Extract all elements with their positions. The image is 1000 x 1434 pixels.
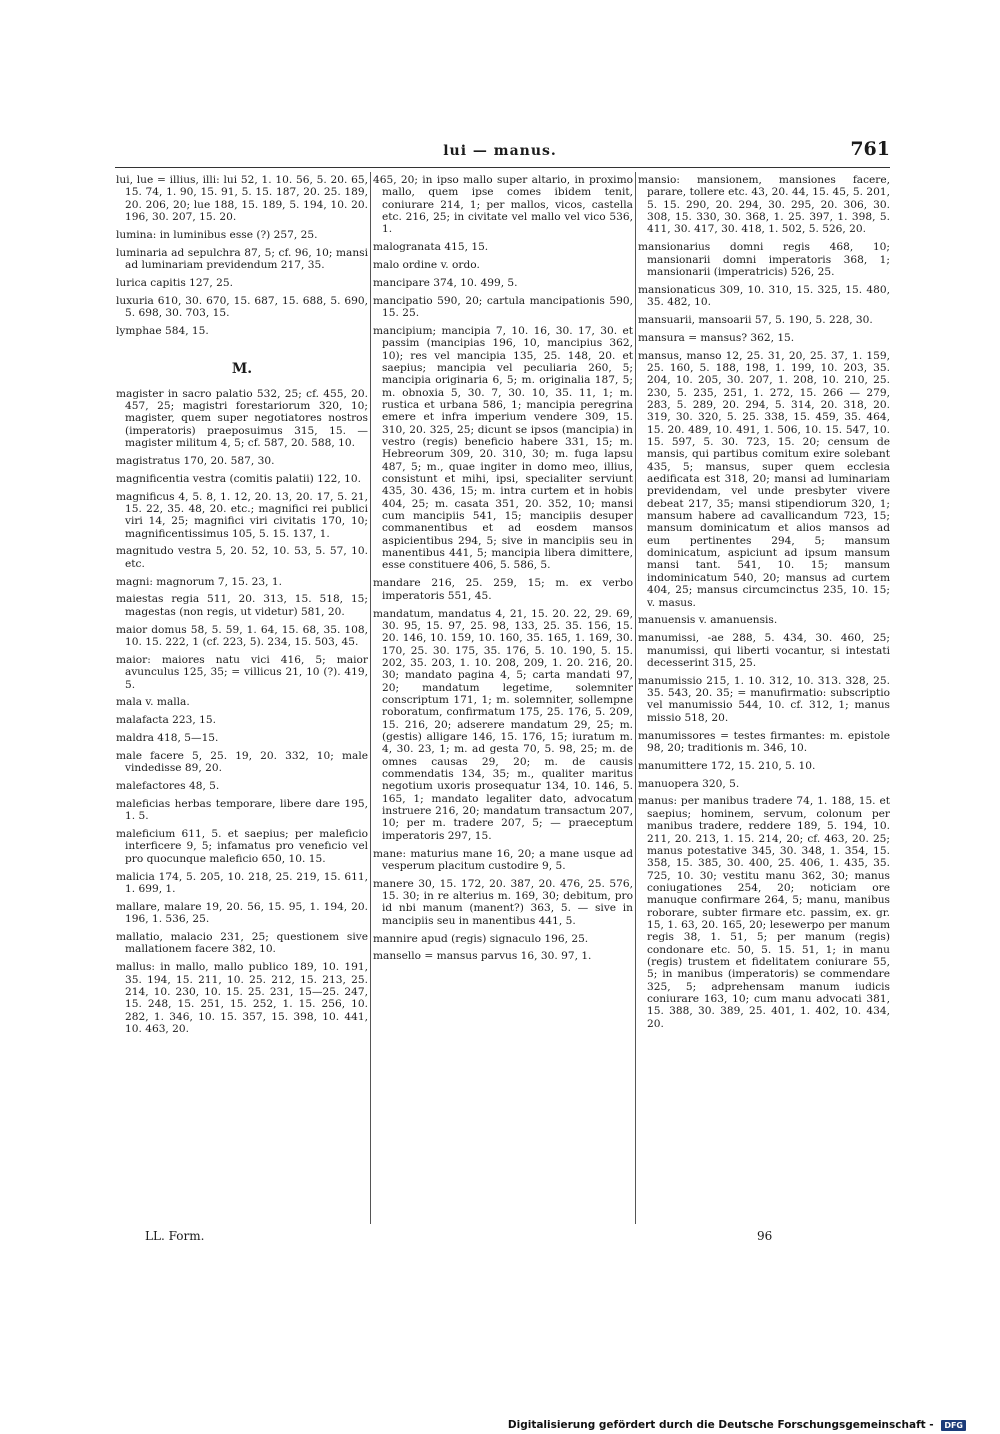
glossary-entry: mancipare 374, 10. 499, 5. — [373, 276, 518, 289]
glossary-entry: mannire apud (regis) signaculo 196, 25. — [373, 932, 589, 945]
glossary-entry: male facere 5, 25. 19, 20. 332, 10; male vindedisse 89, 20. — [116, 749, 368, 775]
glossary-entry: malicia 174, 5. 205, 10. 218, 25. 219, 15. 611, 1. 699, 1. — [116, 870, 368, 895]
glossary-entry: lui, lue = illius, illi: lui 52, 1. 10. 56, 5. 20. 65, 15. 74, 1. 90, 15. 91, 5. 15. 187, 20. 25. 189, 20. 206, 20; lue 188, 15. 189, 5. 194, 10. 20. 196, 30. 207, 15. 20. — [116, 174, 368, 224]
glossary-entry: manus: per manibus tradere 74, 1. 188, 15. et saepius; hominem, servum, colonum per manibus tradere, reddere 189, 5. 194, 10. 211, 20. 213, 1. 15. 214, 20; cf. 463, 20. 25; manus potestative 345, 30. 348, 1. 354, 15. 358, 15. 385, 30. 400, 25. 406, 1. 435, 35. 725, 10. 30; vestitu manu 362, 30; manus coniugationes 254, 20; noticiam ore manuque confirmare 264, 5; manu, manibus roborare, subter firmare etc. passim, ex. gr. 15, 1. 63, 20. 165, 20; lesewerpo per manum regis 38, 1. 51, 5; per manum (regis) condonare etc. 50, 5. 15. 51, 1; in manu (regis) trustem et fidelitatem coniurare 55, 5; in manibus (imperatoris) se commendare 325, 5; adprehensam manum iudicis coniurare 163, 10; cum manu advocati 381, 15. 388, 30. 389, 25. 401, 1. 402, 10. 434, 20. — [638, 795, 890, 1030]
glossary-entry: magni: magnorum 7, 15. 23, 1. — [116, 575, 282, 588]
column-middle — [373, 174, 633, 1224]
glossary-entry: mancipium; mancipia 7, 10. 16, 30. 17, 30. et passim (mancipias 196, 10, mancipius 362, 10); res vel mancipia 135, 25. 148, 20. et saepius; mancipia vel peculiaria 260, 5; mancipia originaria 6, 5; m. originalia 187, 5; m. obnoxia 5, 30. 7, 30. 10, 35. 11, 1; m. rustica et urbana 586, 1; mancipia peregrina emere et infra imperium vendere 309, 15. 310, 20. 325, 25; dicunt se ipsos (mancipia) in vestro (regis) beneficio habere 331, 15; m. Hebreorum 309, 20. 310, 30; m. fuga lapsu 487, 5; m., quae ingiter in domo meo, illius, consistunt et mihi, ipsi, specialiter serviunt 435, 30. 436, 15; m. intra curtem et in hobis 404, 25; m. casata 351, 20. 352, 10; mansi cum mancipiis 541, 15; mancipiis desuper commanentibus et ad eosdem mansos aspicientibus 294, 5; sive in mancipiis seu in manentibus 441, 5; mancipia libera dimittere, esse constituere 406, 5. 586, 5. — [373, 324, 633, 572]
glossary-entry: magister in sacro palatio 532, 25; cf. 455, 20. 457, 25; magistri forestariorum 320, 10; magister, quem super negotiatores nostros (imperatoris) praeposuimus 315, 15. — magister militum 4, 5; cf. 587, 20. 588, 10. — [116, 387, 368, 449]
glossary-entry: maior: maiores natu vici 416, 5; maior avunculus 125, 35; = villicus 21, 10 (?). 419, 5. — [116, 653, 368, 691]
glossary-entry: mandare 216, 25. 259, 15; m. ex verbo imperatoris 551, 45. — [373, 577, 633, 602]
glossary-entry: 465, 20; in ipso mallo super altario, in proximo mallo, quem ipse comes ibidem tenit, coniurare 214, 1; per mallos, vicos, castella etc. 216, 25; in civitate vel mallo vel vico 536, 1. — [373, 174, 633, 236]
credit-text: Digitalisierung gefördert durch die Deutsche Forschungsgemeinschaft - — [507, 1419, 934, 1431]
glossary-entry: maior domus 58, 5. 59, 1. 64, 15. 68, 35. 108, 10. 15. 222, 1 (cf. 223, 5). 234, 15. 503, 45. — [116, 623, 368, 648]
glossary-entry: maleficias herbas temporare, libere dare 195, 1. 5. — [116, 797, 368, 823]
section-heading: M. — [231, 361, 253, 378]
page-number: 761 — [850, 138, 890, 160]
sheet-number: 96 — [757, 1229, 773, 1243]
column-right — [638, 174, 890, 1224]
glossary-entry: mansura = mansus? 362, 15. — [638, 331, 795, 344]
glossary-entry: mandatum, mandatus 4, 21, 15. 20. 22, 29. 69, 30. 95, 15. 97, 25. 98, 133, 25. 35. 156, 15. 20. 146, 10. 159, 10. 160, 35. 165, 1. 169, 30. 170, 25. 30. 175, 35. 176, 5. 10. 190, 5. 15. 202, 35. 203, 1. 10. 208, 209, 1. 20. 216, 20. 30; mandato pagina 4, 5; carta mandati 97, 20; mandatum legetime, solemniter conscriptum 171, 1; m. solemniter, sollempne roboratum, confirmatum 175, 25. 176, 5. 209, 15. 216, 20; adserere mandatum 29, 25; m. (gestis) alligare 146, 15. 176, 15; iuratum m. 4, 30. 23, 1; m. ad gesta 70, 5. 98, 25; m. de omnes causas 29, 20; m. de causis commendatis 134, 35; m., qualiter maritus negotium uxoris prosequatur 134, 10. 146, 5. 165, 1; mandato legaliter dato, advocatum instruere 216, 20; mandatum transactum 207, 10; per m. tradere 207, 5; — praeceptum imperatoris 297, 15. — [373, 607, 633, 842]
digitization-credit — [508, 1419, 966, 1431]
column-divider-right — [635, 172, 636, 1224]
glossary-entry: maldra 418, 5—15. — [116, 732, 219, 745]
glossary-entry: mansionarius domni regis 468, 10; mansionarii domni imperatoris 368, 1; mansionarii (imperatricis) 526, 25. — [638, 241, 890, 278]
footer-signature: LL. Form. — [145, 1229, 205, 1243]
glossary-entry: luminaria ad sepulchra 87, 5; cf. 96, 10; mansi ad luminariam previdendum 217, 35. — [116, 246, 368, 272]
glossary-entry: mallus: in mallo, mallo publico 189, 10. 191, 35. 194, 15. 211, 10. 25. 212, 15. 213, 25. 214, 10. 230, 10. 15. 25. 231, 15—25. 247, 15. 248, 15. 251, 15. 252, 1. 15. 256, 10. 282, 1. 346, 10. 15. 357, 15. 398, 10. 441, 10. 463, 20. — [116, 961, 368, 1035]
glossary-entry: luxuria 610, 30. 670, 15. 687, 15. 688, 5. 690, 5. 698, 30. 703, 15. — [116, 294, 368, 320]
glossary-entry: magnitudo vestra 5, 20. 52, 10. 53, 5. 57, 10. etc. — [116, 545, 368, 570]
glossary-entry: mane: maturius mane 16, 20; a mane usque ad vesperum placitum custodire 9, 5. — [373, 847, 633, 872]
glossary-entry: malafacta 223, 15. — [116, 714, 216, 727]
glossary-entry: mansus, manso 12, 25. 31, 20, 25. 37, 1. 159, 25. 160, 5. 188, 198, 1. 199, 10. 203, 35. 204, 10. 205, 30. 207, 1. 208, 10. 210, 25. 230, 5. 235, 251, 1. 272, 15. 266 — 279, 283, 5. 289, 20. 294, 5. 314, 20. 318, 20. 319, 30. 320, 5. 25. 338, 15. 459, 35. 464, 15. 20. 489, 10. 491, 1. 506, 10. 15. 547, 10. 15. 597, 5. 30. 723, 15. 20; censum de mansis, qui partibus comitum exire solebant 435, 5; mansus, super quem ecclesia aedificata est 318, 20; mansi ad luminariam previdendam, vel unde presbyter vivere debeat 217, 35; mansi stipendiorum 320, 1; mansum habere ad cavallicandum 723, 15; mansum dominicatum et alios mansos ad eum pertinentes 294, 5; mansum dominicatum, aspiciunt ad ipsum mansum mansi tant. 541, 10. 15; mansum indominicatum 540, 20; mansus ad curtem 404, 25; mansus circumcinctus 235, 10. 15; v. masus. — [638, 349, 890, 609]
glossary-entry: manumissi, -ae 288, 5. 434, 30. 460, 25; manumissi, qui liberti vocantur, si intestati decesserint 315, 25. — [638, 632, 890, 669]
header-rule — [115, 167, 890, 168]
glossary-entry: maleficium 611, 5. et saepius; per maleficio interficere 9, 5; infamatus pro venefıcio vel pro quocunque maleficio 650, 10. 15. — [116, 828, 368, 865]
dfg-logo: DFG — [941, 1420, 966, 1431]
glossary-entry: manumittere 172, 15. 210, 5. 10. — [638, 759, 816, 772]
glossary-entry: malogranata 415, 15. — [373, 241, 489, 254]
glossary-entry: mallatio, malacio 231, 25; questionem sive mallationem facere 382, 10. — [116, 931, 368, 956]
glossary-entry: manere 30, 15. 172, 20. 387, 20. 476, 25. 576, 15. 30; in re alterius m. 169, 30; debitum, pro id nbi manum (manent?) 363, 5. — sive in mancipiis seu in manentibus 441, 5. — [373, 877, 633, 927]
glossary-entry: lymphae 584, 15. — [116, 324, 209, 337]
glossary-entry: malo ordine v. ordo. — [373, 259, 480, 272]
glossary-entry: magistratus 170, 20. 587, 30. — [116, 454, 275, 467]
glossary-entry: malefactores 48, 5. — [116, 780, 220, 793]
column-divider-left — [370, 172, 371, 1224]
glossary-entry: lurica capitis 127, 25. — [116, 276, 233, 289]
glossary-entry: magnificus 4, 5. 8, 1. 12, 20. 13, 20. 17, 5. 21, 15. 22, 35. 48, 20. etc.; magnifici rei publici viri 14, 25; magnifici viri civitatis 170, 10; magnificentissimus 105, 5. 15. 137, 1. — [116, 490, 368, 540]
glossary-entry: lumina: in luminibus esse (?) 257, 25. — [116, 228, 318, 241]
glossary-entry: maiestas regia 511, 20. 313, 15. 518, 15; magestas (non regis, ut videtur) 581, 20. — [116, 593, 368, 618]
running-head: lui — manus. — [443, 143, 557, 159]
glossary-entry: manuensis v. amanuensis. — [638, 614, 778, 627]
glossary-entry: mansio: mansionem, mansiones facere, parare, tollere etc. 43, 20. 44, 15. 45, 5. 201, 5. 15. 290, 20. 294, 30. 295, 20. 306, 30. 308, 15. 330, 30. 368, 1. 25. 397, 1. 398, 5. 411, 30. 417, 30. 418, 1. 502, 5. 526, 20. — [638, 174, 890, 236]
column-left — [116, 174, 368, 1224]
glossary-entry: manumissores = testes firmantes: m. epistole 98, 20; traditionis m. 346, 10. — [638, 729, 890, 754]
glossary-entry: mancipatio 590, 20; cartula mancipationis 590, 15. 25. — [373, 294, 633, 320]
glossary-entry: mansionaticus 309, 10. 310, 15. 325, 15. 480, 35. 482, 10. — [638, 283, 890, 309]
glossary-entry: mala v. malla. — [116, 696, 190, 709]
glossary-entry: mansello = mansus parvus 16, 30. 97, 1. — [373, 950, 592, 963]
glossary-entry: mansuarii, mansoarii 57, 5. 190, 5. 228, 30. — [638, 313, 873, 326]
glossary-entry: magnificentia vestra (comitis palatii) 122, 10. — [116, 472, 361, 485]
glossary-entry: mallare, malare 19, 20. 56, 15. 95, 1. 194, 20. 196, 1. 536, 25. — [116, 900, 368, 926]
glossary-entry: manuopera 320, 5. — [638, 777, 740, 790]
glossary-entry: manumissio 215, 1. 10. 312, 10. 313. 328, 25. 35. 543, 20. 35; = manufirmatio: subscriptio vel manumissio 544, 10. cf. 312, 1; manus missio 518, 20. — [638, 674, 890, 724]
